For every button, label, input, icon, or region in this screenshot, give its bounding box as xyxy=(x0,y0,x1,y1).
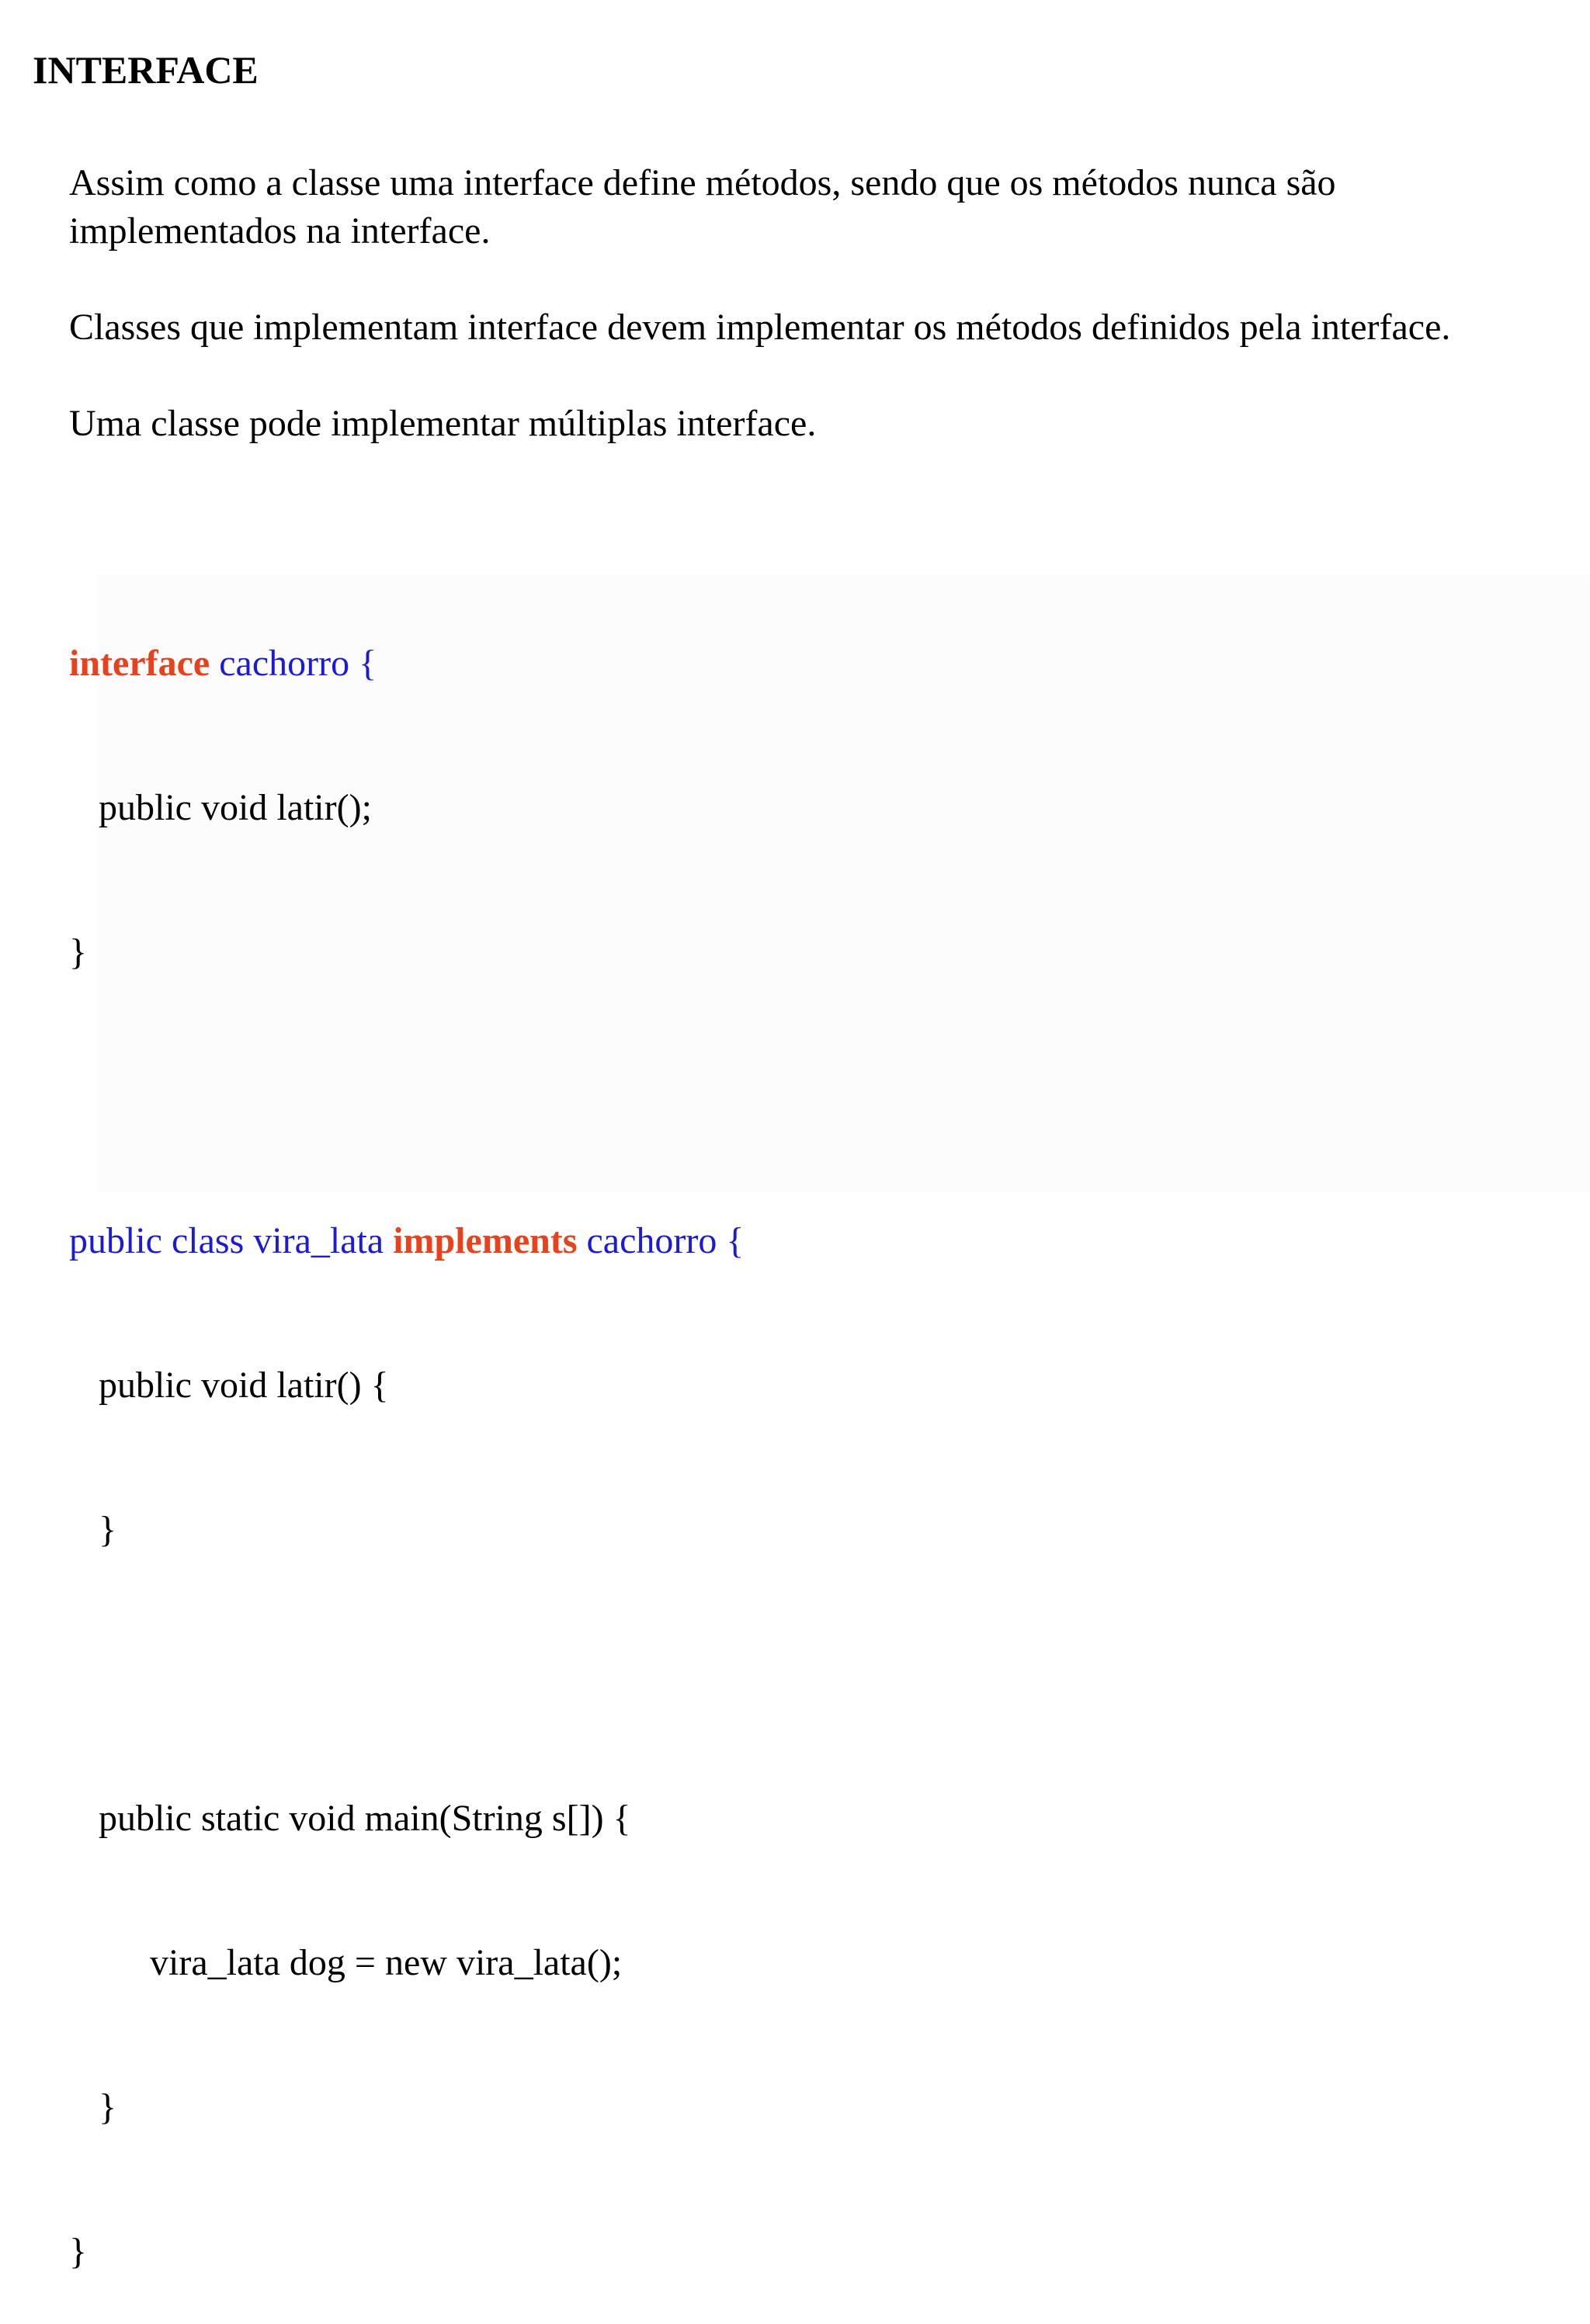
code-line-main-decl: public static void main(String s[]) { xyxy=(99,1798,631,1839)
code-example xyxy=(69,543,744,2324)
code-class-name: public class vira_lata xyxy=(69,1220,394,1261)
code-line-method-close: } xyxy=(99,1509,117,1550)
code-line-main-close: } xyxy=(99,2086,117,2128)
code-line-instantiation: vira_lata dog = new vira_lata(); xyxy=(150,1942,623,1983)
code-line-blank xyxy=(69,1650,744,1698)
code-line-method-impl: public void latir() { xyxy=(99,1365,389,1406)
code-keyword-interface: interface xyxy=(69,643,210,684)
paragraph-definition xyxy=(69,159,1336,255)
paragraph-implementation: Classes que implementam interface devem implementar os métodos definidos pela interface. xyxy=(69,307,1451,348)
code-interface-name: cachorro { xyxy=(210,643,377,684)
paragraph-definition-line2: implementados na interface. xyxy=(69,210,491,251)
code-implemented-interface: cachorro { xyxy=(577,1220,745,1261)
paragraph-definition-line1: Assim como a classe uma interface define métodos, sendo que os métodos nunca são xyxy=(69,162,1336,203)
paragraph-multiple: Uma classe pode implementar múltiplas interface. xyxy=(69,403,817,444)
code-line-class-close: } xyxy=(69,2231,88,2272)
code-line-interface-decl xyxy=(69,640,744,688)
code-line-abstract-method: public void latir(); xyxy=(99,787,372,828)
code-line-interface-close: } xyxy=(69,931,88,973)
code-line-blank xyxy=(69,1073,744,1121)
code-line-class-decl xyxy=(69,1217,744,1265)
page-title: INTERFACE xyxy=(33,48,259,92)
code-keyword-implements: implements xyxy=(393,1220,578,1261)
